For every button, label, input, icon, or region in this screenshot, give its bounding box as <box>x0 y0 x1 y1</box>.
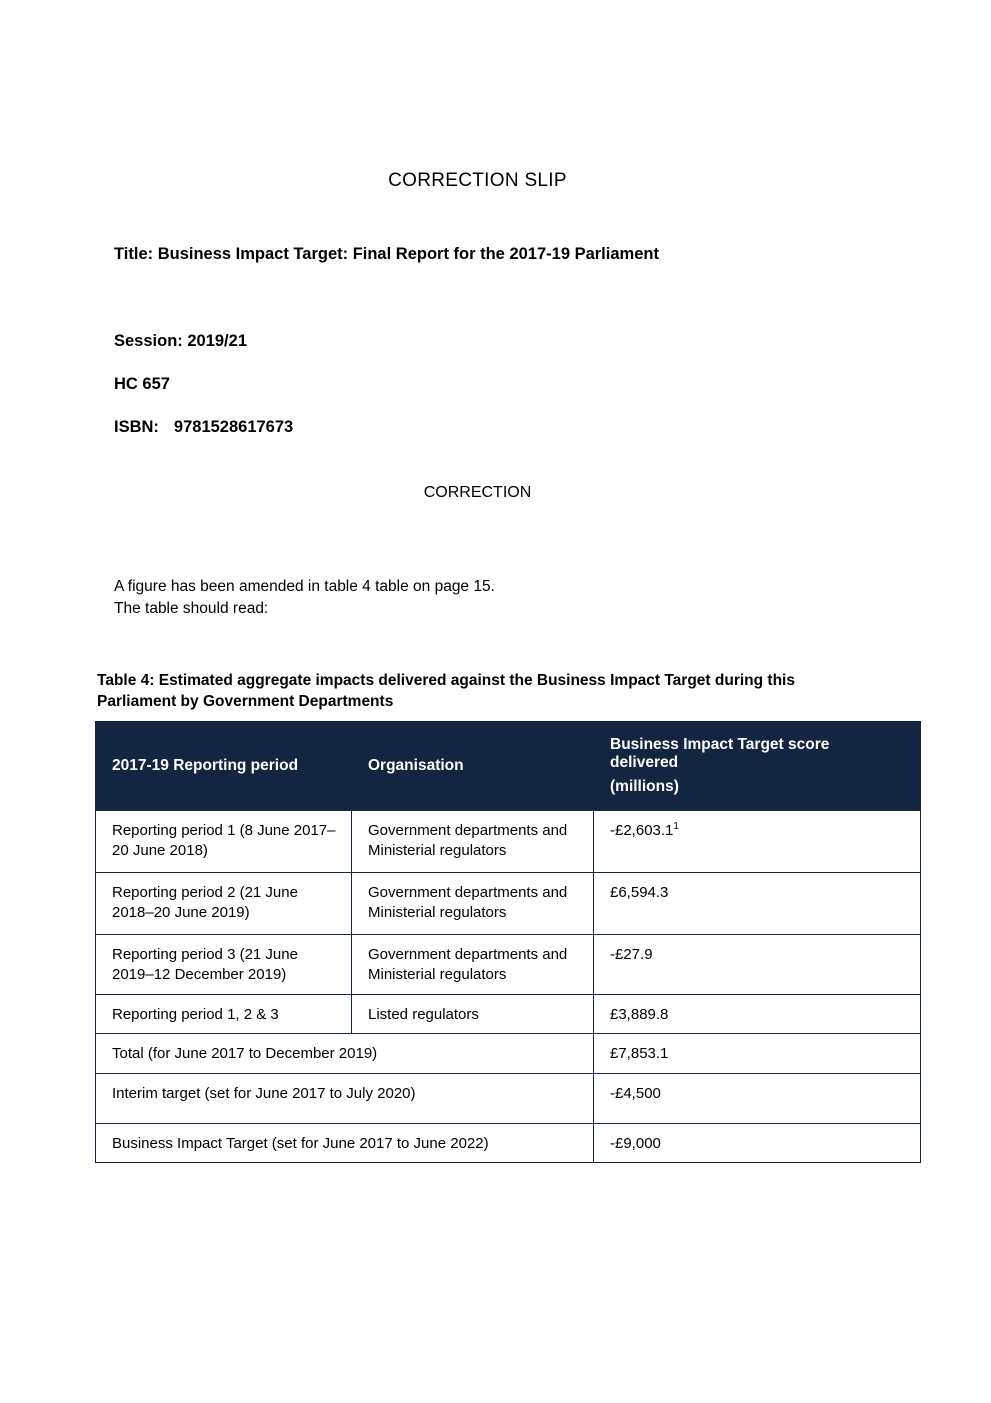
period-cell: Reporting period 1, 2 & 3 <box>96 995 352 1034</box>
amendment-note-line2: The table should read: <box>114 600 269 617</box>
score-cell: £7,853.1 <box>594 1034 921 1074</box>
interim-target-row <box>96 1074 921 1124</box>
table-row-period-2 <box>96 873 921 935</box>
organisation-cell: Listed regulators <box>352 995 594 1034</box>
table-row-listed-regulators <box>96 995 921 1034</box>
score-value: -£2,603.1 <box>610 822 674 839</box>
amendment-note <box>95 576 920 620</box>
score-cell: £3,889.8 <box>594 995 921 1034</box>
total-label-cell: Total (for June 2017 to December 2019) <box>96 1034 594 1074</box>
hc-line: HC 657 <box>114 375 170 393</box>
score-cell: -£27.9 <box>594 935 921 995</box>
amendment-note-line1: A figure has been amended in table 4 table on page 15. <box>114 578 495 595</box>
document-title-line: Title: Business Impact Target: Final Report for the 2017-19 Parliament <box>114 245 659 263</box>
period-cell: Reporting period 1 (8 June 2017–20 June 2018) <box>96 811 352 873</box>
isbn-line <box>95 418 920 437</box>
header-score <box>594 722 921 811</box>
organisation-cell: Government departments and Ministerial regulators <box>352 811 594 873</box>
footnote-marker: 1 <box>673 821 679 832</box>
score-cell: £6,594.3 <box>594 873 921 935</box>
score-cell: -£9,000 <box>594 1124 921 1163</box>
organisation-cell: Government departments and Ministerial regulators <box>352 935 594 995</box>
page-title: CORRECTION SLIP <box>388 170 567 191</box>
interim-label-cell: Interim target (set for June 2017 to July 2020) <box>96 1074 594 1124</box>
table-row-period-1 <box>96 811 921 873</box>
header-score-line2: (millions) <box>610 778 679 795</box>
period-cell: Reporting period 3 (21 June 2019–12 December 2019) <box>96 935 352 995</box>
period-cell: Reporting period 2 (21 June 2018–20 June 2019) <box>96 873 352 935</box>
bit-label-cell: Business Impact Target (set for June 2017 to June 2022) <box>96 1124 594 1163</box>
score-cell <box>594 811 921 873</box>
correction-heading: CORRECTION <box>423 484 532 501</box>
isbn-label: ISBN: <box>114 418 159 436</box>
business-impact-target-row <box>96 1124 921 1163</box>
header-organisation: Organisation <box>352 722 594 811</box>
header-reporting-period: 2017-19 Reporting period <box>96 722 352 811</box>
page-content <box>95 0 920 1163</box>
total-row <box>96 1034 921 1074</box>
score-cell: -£4,500 <box>594 1074 921 1124</box>
organisation-cell: Government departments and Ministerial regulators <box>352 873 594 935</box>
impacts-table <box>95 721 921 1163</box>
table-row-period-3 <box>96 935 921 995</box>
header-score-line1: Business Impact Target score delivered <box>610 736 830 771</box>
table-header-row <box>96 722 921 811</box>
isbn-value: 9781528617673 <box>173 418 294 436</box>
session-line: Session: 2019/21 <box>114 332 247 350</box>
table-caption: Table 4: Estimated aggregate impacts delivered against the Business Impact Target during this Parliament by Government Departments <box>97 672 795 710</box>
